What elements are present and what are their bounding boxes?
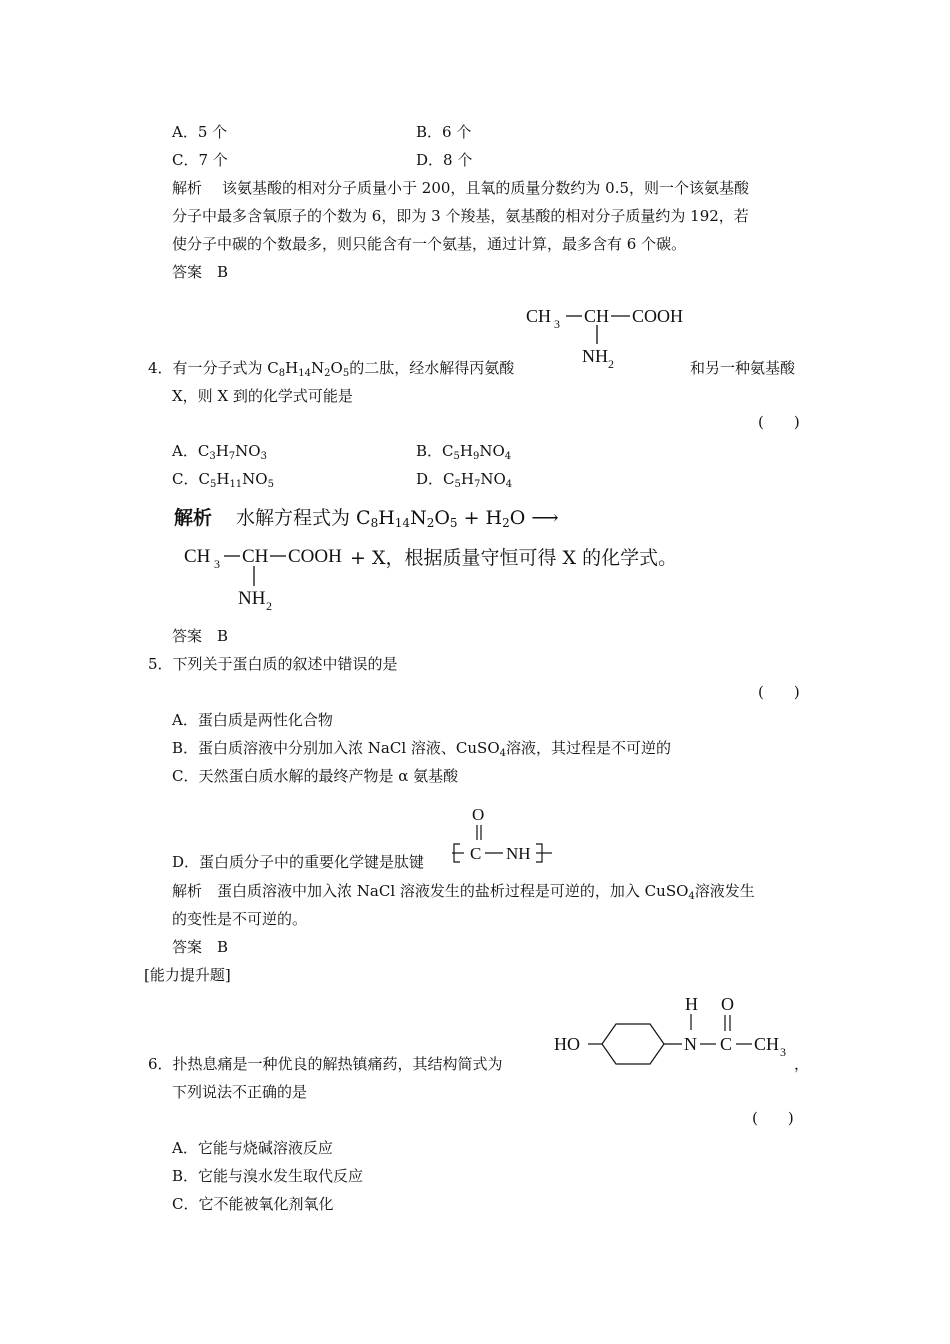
svg-text:C: C xyxy=(470,844,482,863)
paracetamol-structure xyxy=(550,988,800,1068)
struct-ho: HO xyxy=(554,1034,580,1054)
q3-analysis-line3: 使分子中碳的个数最多，则只能含有一个氨基，通过计算，最多含有 6 个碳。 xyxy=(172,235,687,253)
q5-option-c: C．天然蛋白质水解的最终产物是 α 氨基酸 xyxy=(172,767,459,785)
q4-stem-suffix: 和另一种氨基酸 xyxy=(690,359,796,377)
struct-c: C xyxy=(720,1034,733,1054)
alanine-ch3: CH xyxy=(526,306,552,326)
section-heading: [能力提升题] xyxy=(144,966,231,984)
svg-text:NH: NH xyxy=(506,844,531,863)
q3-analysis-line1: 该氨基酸的相对分子质量小于 200，且氧的质量分数约为 0.5，则一个该氨基酸 xyxy=(222,179,750,197)
alanine-sub2: 2 xyxy=(608,357,614,371)
q3-option-c: C．7 个 xyxy=(172,151,228,169)
q3-analysis-label: 解析 xyxy=(172,179,203,197)
struct-ch3: CH xyxy=(754,1034,780,1054)
q4-option-d: D．$C_5H_7NO_4$ xyxy=(416,470,513,490)
q4-option-c: C．$C_5H_{11}NO_5$ xyxy=(172,470,274,490)
q4-alanine-cooh: COOH xyxy=(288,546,342,567)
svg-text:O: O xyxy=(472,805,485,824)
q4-analysis-label: 解析 xyxy=(174,507,213,529)
q5-analysis: 解析 蛋白质溶液中加入浓 NaCl 溶液发生的盐析过程是可逆的，加入 CuSO$_4$溶液发生 xyxy=(172,882,755,902)
q5-answer-paren: ( ) xyxy=(758,683,800,701)
q4-answer: 答案 B xyxy=(172,627,229,645)
q4-stem: 4．有一分子式为 $C_8H_{14}N_2O_5$的二肽，经水解得丙氨酸 xyxy=(148,359,515,379)
alanine-nh: NH xyxy=(582,346,608,366)
q5-answer: 答案 B xyxy=(172,938,229,956)
struct-h: H xyxy=(685,994,698,1014)
q4-stem-line2: X，则 X 到的化学式可能是 xyxy=(172,387,353,405)
q6-answer-paren: ( ) xyxy=(752,1109,794,1127)
struct-n: N xyxy=(684,1034,697,1054)
svg-text:2: 2 xyxy=(266,599,272,613)
q6-stem-line2: 下列说法不正确的是 xyxy=(172,1083,308,1101)
q4-answer-paren: ( ) xyxy=(758,413,800,431)
q4-stem-prefix: 4．有一分子式为 C xyxy=(148,359,279,377)
q4-analysis-equation: 水解方程式为 $C_8H_{14}N_2O_5 + H_2O$ ⟶ xyxy=(236,507,559,530)
alanine-ch: CH xyxy=(584,306,610,326)
q4-stem-mid: 的二肽，经水解得丙氨酸 xyxy=(349,359,515,377)
q4-alanine-ch: CH xyxy=(242,546,269,567)
alanine-structure xyxy=(520,300,700,380)
peptide-bond-structure xyxy=(448,800,568,872)
alanine-cooh: COOH xyxy=(632,306,684,326)
svg-text:3: 3 xyxy=(780,1045,786,1059)
q4-analysis-rest: + X，根据质量守恒可得 X 的化学式。 xyxy=(350,547,678,569)
q4-option-b: B．$C_5H_9NO_4$ xyxy=(416,442,512,462)
q4-option-a: A．$C_3H_7NO_3$ xyxy=(172,442,267,462)
q4-alanine-structure xyxy=(178,538,348,620)
q6-option-b: B．它能与溴水发生取代反应 xyxy=(172,1167,364,1185)
alanine-sub3: 3 xyxy=(554,317,560,331)
q5-option-d: D．蛋白质分子中的重要化学键是肽键 xyxy=(172,853,425,871)
q6-option-c: C．它不能被氧化剂氧化 xyxy=(172,1195,334,1213)
q3-analysis-line2: 分子中最多含氧原子的个数为 6，即为 3 个羧基，氨基酸的相对分子质量约为 192，若 xyxy=(172,207,749,225)
q5-option-a: A．蛋白质是两性化合物 xyxy=(172,711,333,729)
q5-option-b: B．蛋白质溶液中分别加入浓 NaCl 溶液、CuSO$_4$溶液，其过程是不可逆的 xyxy=(172,739,672,759)
q3-option-b: B．6 个 xyxy=(416,123,472,141)
q5-analysis-label: 解析 xyxy=(172,882,203,900)
svg-text:3: 3 xyxy=(214,557,220,571)
q3-option-d: D．8 个 xyxy=(416,151,473,169)
struct-o: O xyxy=(721,994,734,1014)
q4-alanine-nh: NH xyxy=(238,588,266,609)
q3-option-a: A．5 个 xyxy=(172,123,228,141)
q5-stem: 5．下列关于蛋白质的叙述中错误的是 xyxy=(148,655,398,673)
q6-option-a: A．它能与烧碱溶液反应 xyxy=(172,1139,333,1157)
q5-analysis-line2: 的变性是不可逆的。 xyxy=(172,910,308,928)
q6-stem-comma: ， xyxy=(794,1055,810,1073)
q3-answer: 答案 B xyxy=(172,263,229,281)
q6-stem: 6．扑热息痛是一种优良的解热镇痛药，其结构简式为 xyxy=(148,1055,503,1073)
q4-alanine-ch3: CH xyxy=(184,546,211,567)
